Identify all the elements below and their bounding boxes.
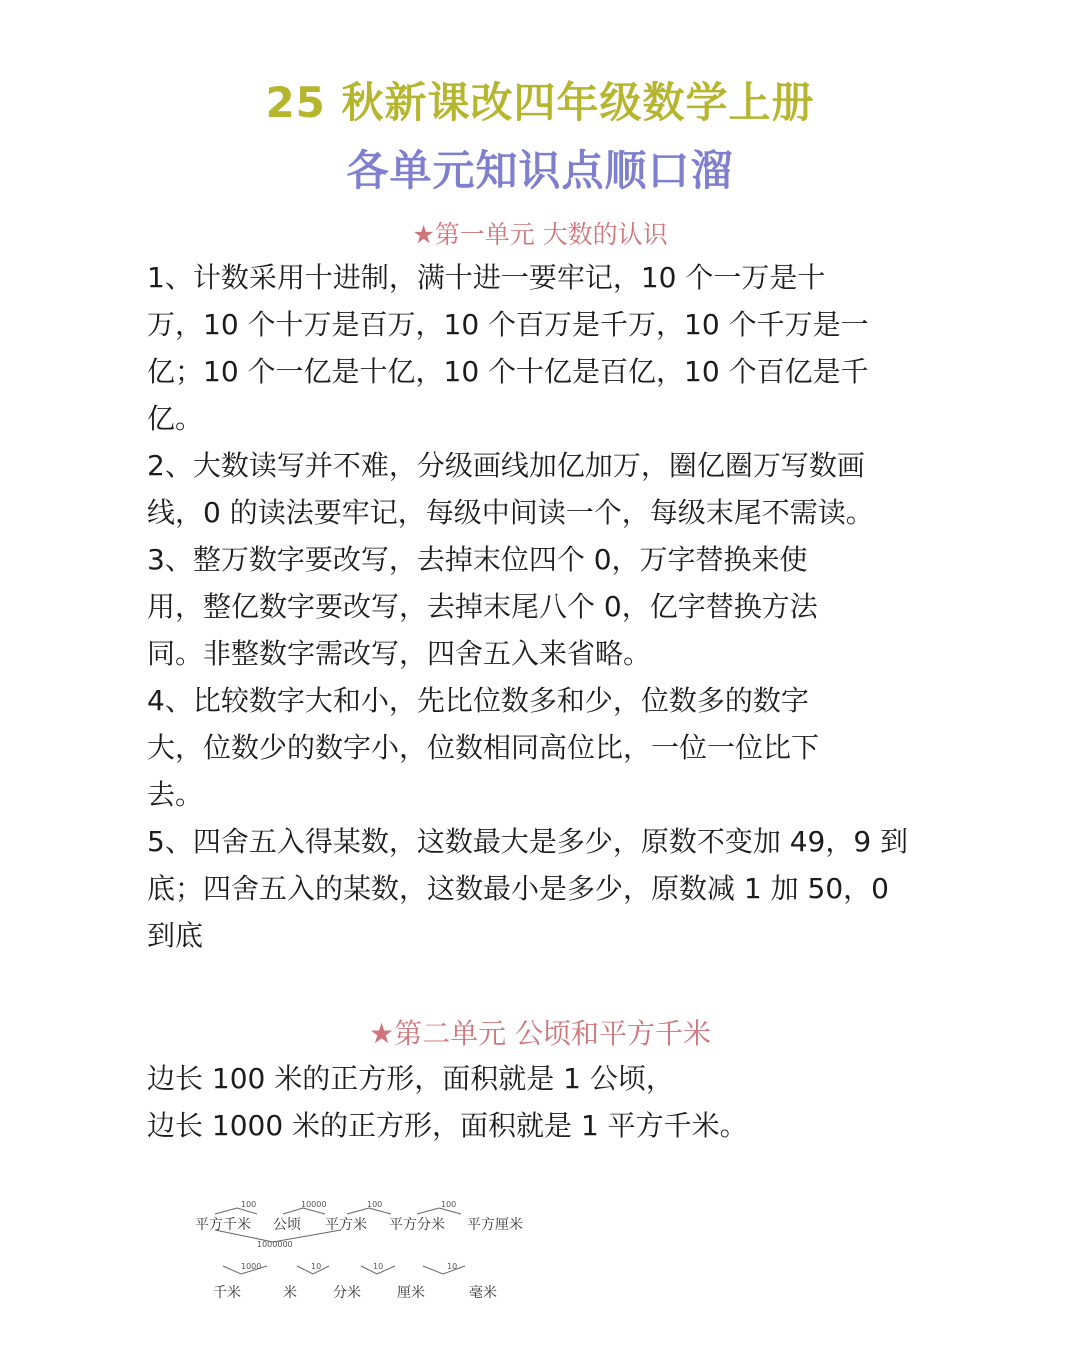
unit1-heading-text: 第一单元 大数的认识 [434,220,668,249]
unit1-item-5 [147,818,937,959]
unit1-item-1 [147,254,937,442]
unit1-body [147,254,937,959]
text-line: 到底 [147,919,204,952]
page-title: 25 秋新课改四年级数学上册 [265,78,815,127]
star-icon: ★ [412,220,435,249]
page-subtitle: 各单元知识点顺口溜 [346,146,734,195]
unit1-item-4 [147,677,937,818]
unit1-item-3 [147,536,937,677]
unit1-heading [0,215,1080,251]
text-line: 亿；10 个一亿是十亿，10 个十亿是百亿，10 个百亿是千 [147,355,869,388]
text-line: 用，整亿数字要改写，去掉末尾八个 0，亿字替换方法 [147,590,818,623]
text-line: 亿。 [147,402,204,435]
area-unit-label: 平方米 [325,1217,367,1233]
area-rate: 100 [367,1200,383,1209]
length-unit-label: 米 [283,1285,297,1301]
text-line: 去。 [147,778,204,811]
area-rate: 100 [241,1200,257,1209]
text-line: 4、比较数字大和小，先比位数多和少，位数多的数字 [147,684,809,717]
text-line: 2、大数读写并不难，分级画线加亿加万，圈亿圈万写数画 [147,449,865,482]
area-rate: 10000 [301,1200,327,1209]
text-line: 万，10 个十万是百万，10 个百万是千万，10 个千万是一 [147,308,869,341]
area-total-rate: 1000000 [257,1240,293,1249]
length-rate: 10 [373,1262,384,1271]
area-unit-label: 平方厘米 [467,1217,523,1233]
unit1-item-2 [147,442,937,536]
text-line: 1、计数采用十进制，满十进一要牢记，10 个一万是十 [147,261,826,294]
text-line: 线，0 的读法要牢记，每级中间读一个，每级末尾不需读。 [147,496,874,529]
star-icon: ★ [368,1017,395,1050]
unit2-heading [0,1012,1080,1052]
text-line: 同。非整数字需改写，四舍五入来省略。 [147,637,652,670]
unit2-heading-text: 第二单元 公顷和平方千米 [394,1017,711,1050]
text-line: 3、整万数字要改写，去掉末位四个 0，万字替换来使 [147,543,808,576]
length-rate: 10 [447,1262,458,1271]
text-line: 底；四舍五入的某数，这数最小是多少，原数减 1 加 50，0 [147,872,889,905]
text-line: 5、四舍五入得某数，这数最大是多少，原数不变加 49，9 到 [147,825,909,858]
unit-conversion-diagram [185,1190,545,1310]
length-unit-label: 厘米 [397,1285,425,1301]
length-rate: 10 [311,1262,322,1271]
length-unit-label: 毫米 [469,1285,497,1301]
length-unit-label: 分米 [333,1285,361,1301]
area-unit-label: 平方分米 [389,1217,445,1233]
text-line: 边长 100 米的正方形，面积就是 1 公顷， [147,1062,674,1095]
text-line: 边长 1000 米的正方形，面积就是 1 平方千米。 [147,1109,748,1142]
length-rate: 1000 [241,1262,262,1271]
area-unit-label: 平方千米 [195,1217,251,1233]
text-line: 大，位数少的数字小，位数相同高位比，一位一位比下 [147,731,820,764]
area-rate: 100 [441,1200,457,1209]
unit2-body [147,1055,937,1149]
area-unit-label: 公顷 [273,1217,301,1233]
length-unit-label: 千米 [213,1285,241,1301]
